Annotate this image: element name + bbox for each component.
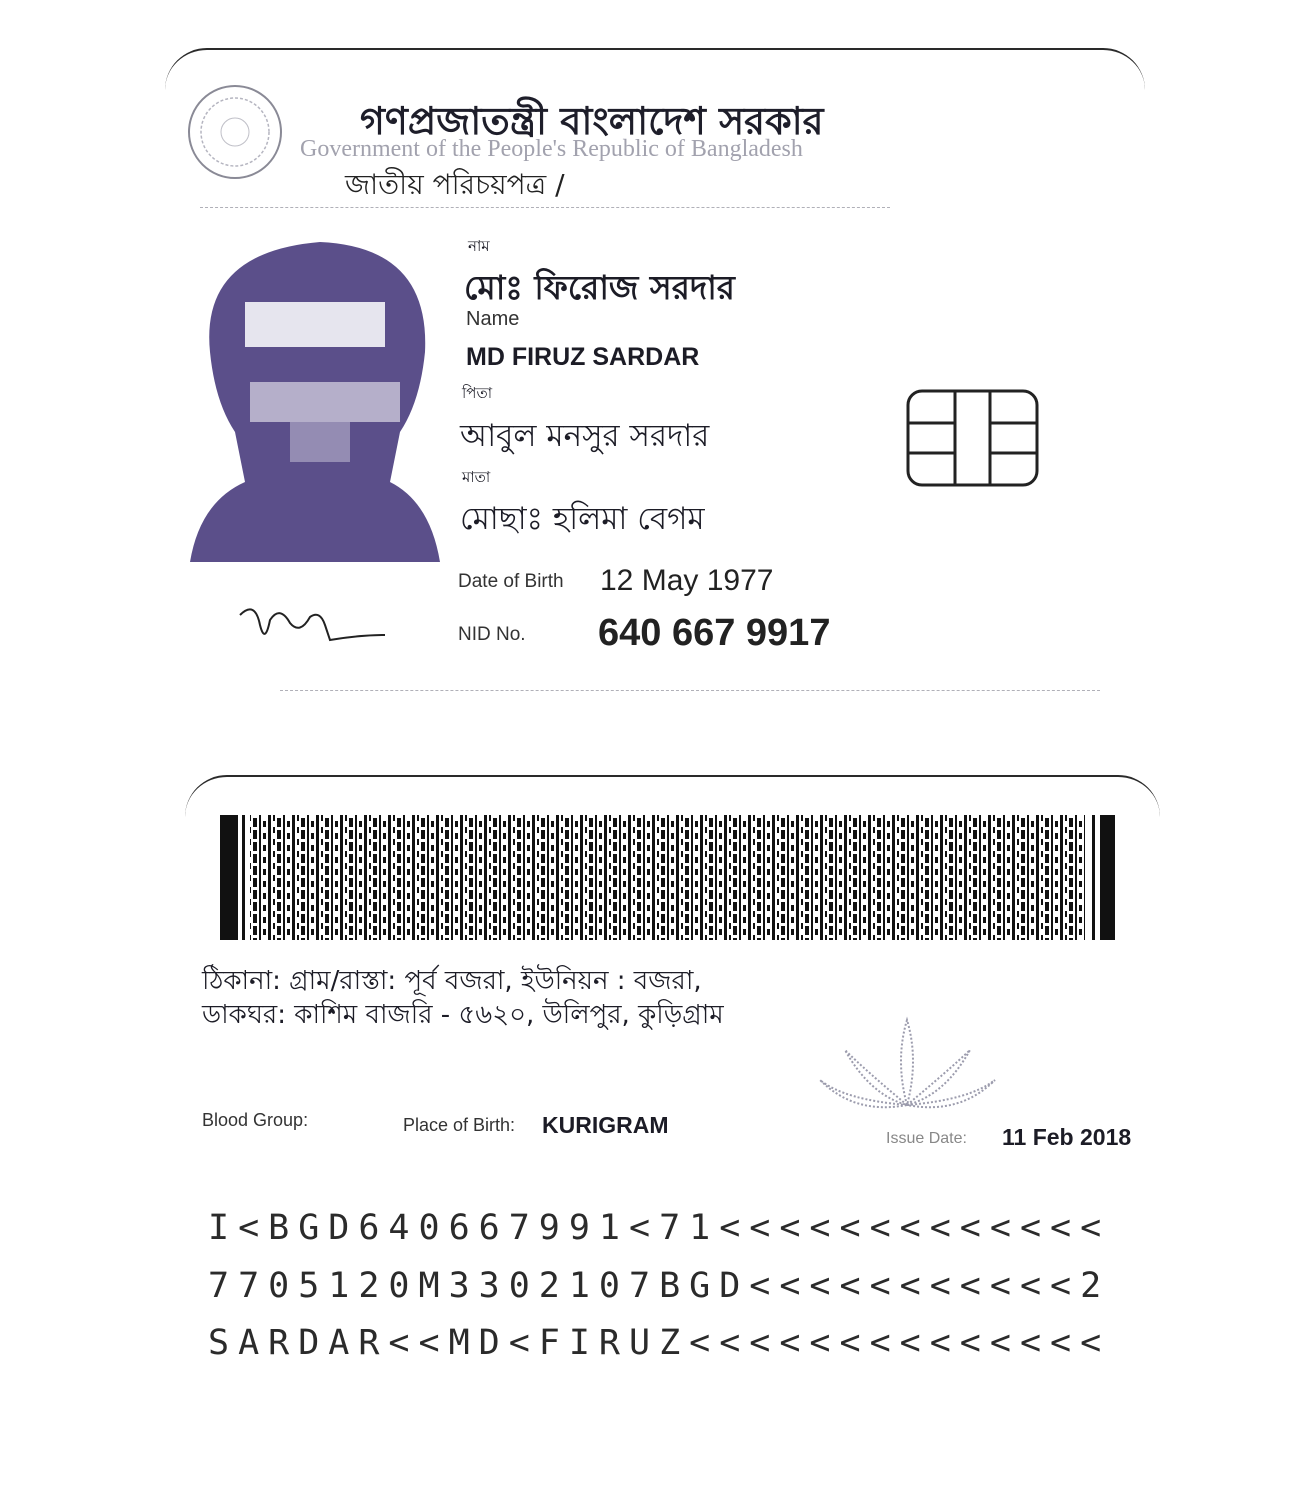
mrz-line-1: I<BGD640667991<71<<<<<<<<<<<<<: [208, 1208, 1111, 1248]
issue-date-label: Issue Date:: [886, 1130, 967, 1147]
govt-seal-icon: [185, 82, 285, 182]
pdf417-barcode-icon: [220, 815, 1115, 940]
address-line-1: ঠিকানা: গ্রাম/রাস্তা: পূর্ব বজরা, ইউনিয়ন : বজরা,: [202, 966, 702, 996]
water-lily-emblem-icon: [815, 1010, 1000, 1115]
mrz-line-2: 7705120M3302107BGD<<<<<<<<<<<2: [208, 1266, 1111, 1306]
name-en-value: MD FIRUZ SARDAR: [466, 343, 700, 371]
front-card-top-edge: [165, 48, 1145, 90]
nid-value: 640 667 9917: [598, 612, 831, 654]
mother-label: মাতা: [462, 468, 491, 486]
front-bottom-dash: [280, 690, 1100, 691]
name-en-label: Name: [466, 308, 520, 330]
govt-title-en: Government of the People's Republic of Bangladesh: [300, 136, 803, 162]
mrz-line-3: SARDAR<<MD<FIRUZ<<<<<<<<<<<<<<: [208, 1323, 1111, 1363]
name-bn-label: নাম: [468, 237, 490, 255]
header-divider: [200, 207, 890, 208]
place-of-birth-value: KURIGRAM: [542, 1112, 669, 1138]
govt-title-bn: গণপ্রজাতন্ত্রী বাংলাদেশ সরকার: [360, 99, 824, 143]
nid-label: NID No.: [458, 624, 526, 645]
dob-value: 12 May 1977: [600, 564, 774, 597]
signature-icon: [230, 595, 390, 655]
mother-name: মোছাঃ হলিমা বেগম: [460, 501, 705, 537]
dob-label: Date of Birth: [458, 571, 564, 592]
father-label: পিতা: [462, 384, 493, 402]
smart-chip-icon: [905, 388, 1040, 488]
address-line-2: ডাকঘর: কাশিম বাজরি - ৫৬২০, উলিপুর, কুড়িগ্রাম: [202, 1000, 724, 1030]
blood-group-label: Blood Group:: [202, 1110, 309, 1130]
card-title-bn: জাতীয় পরিচয়পত্র /: [345, 168, 565, 201]
father-name: আবুল মনসুর সরদার: [460, 418, 710, 454]
person-portrait-icon: [190, 232, 440, 562]
place-of-birth-label: Place of Birth:: [403, 1115, 516, 1135]
back-card-top-edge: [185, 775, 1160, 817]
name-bn-value: মোঃ ফিরোজ সরদার: [464, 268, 735, 307]
issue-date-value: 11 Feb 2018: [1002, 1124, 1132, 1150]
